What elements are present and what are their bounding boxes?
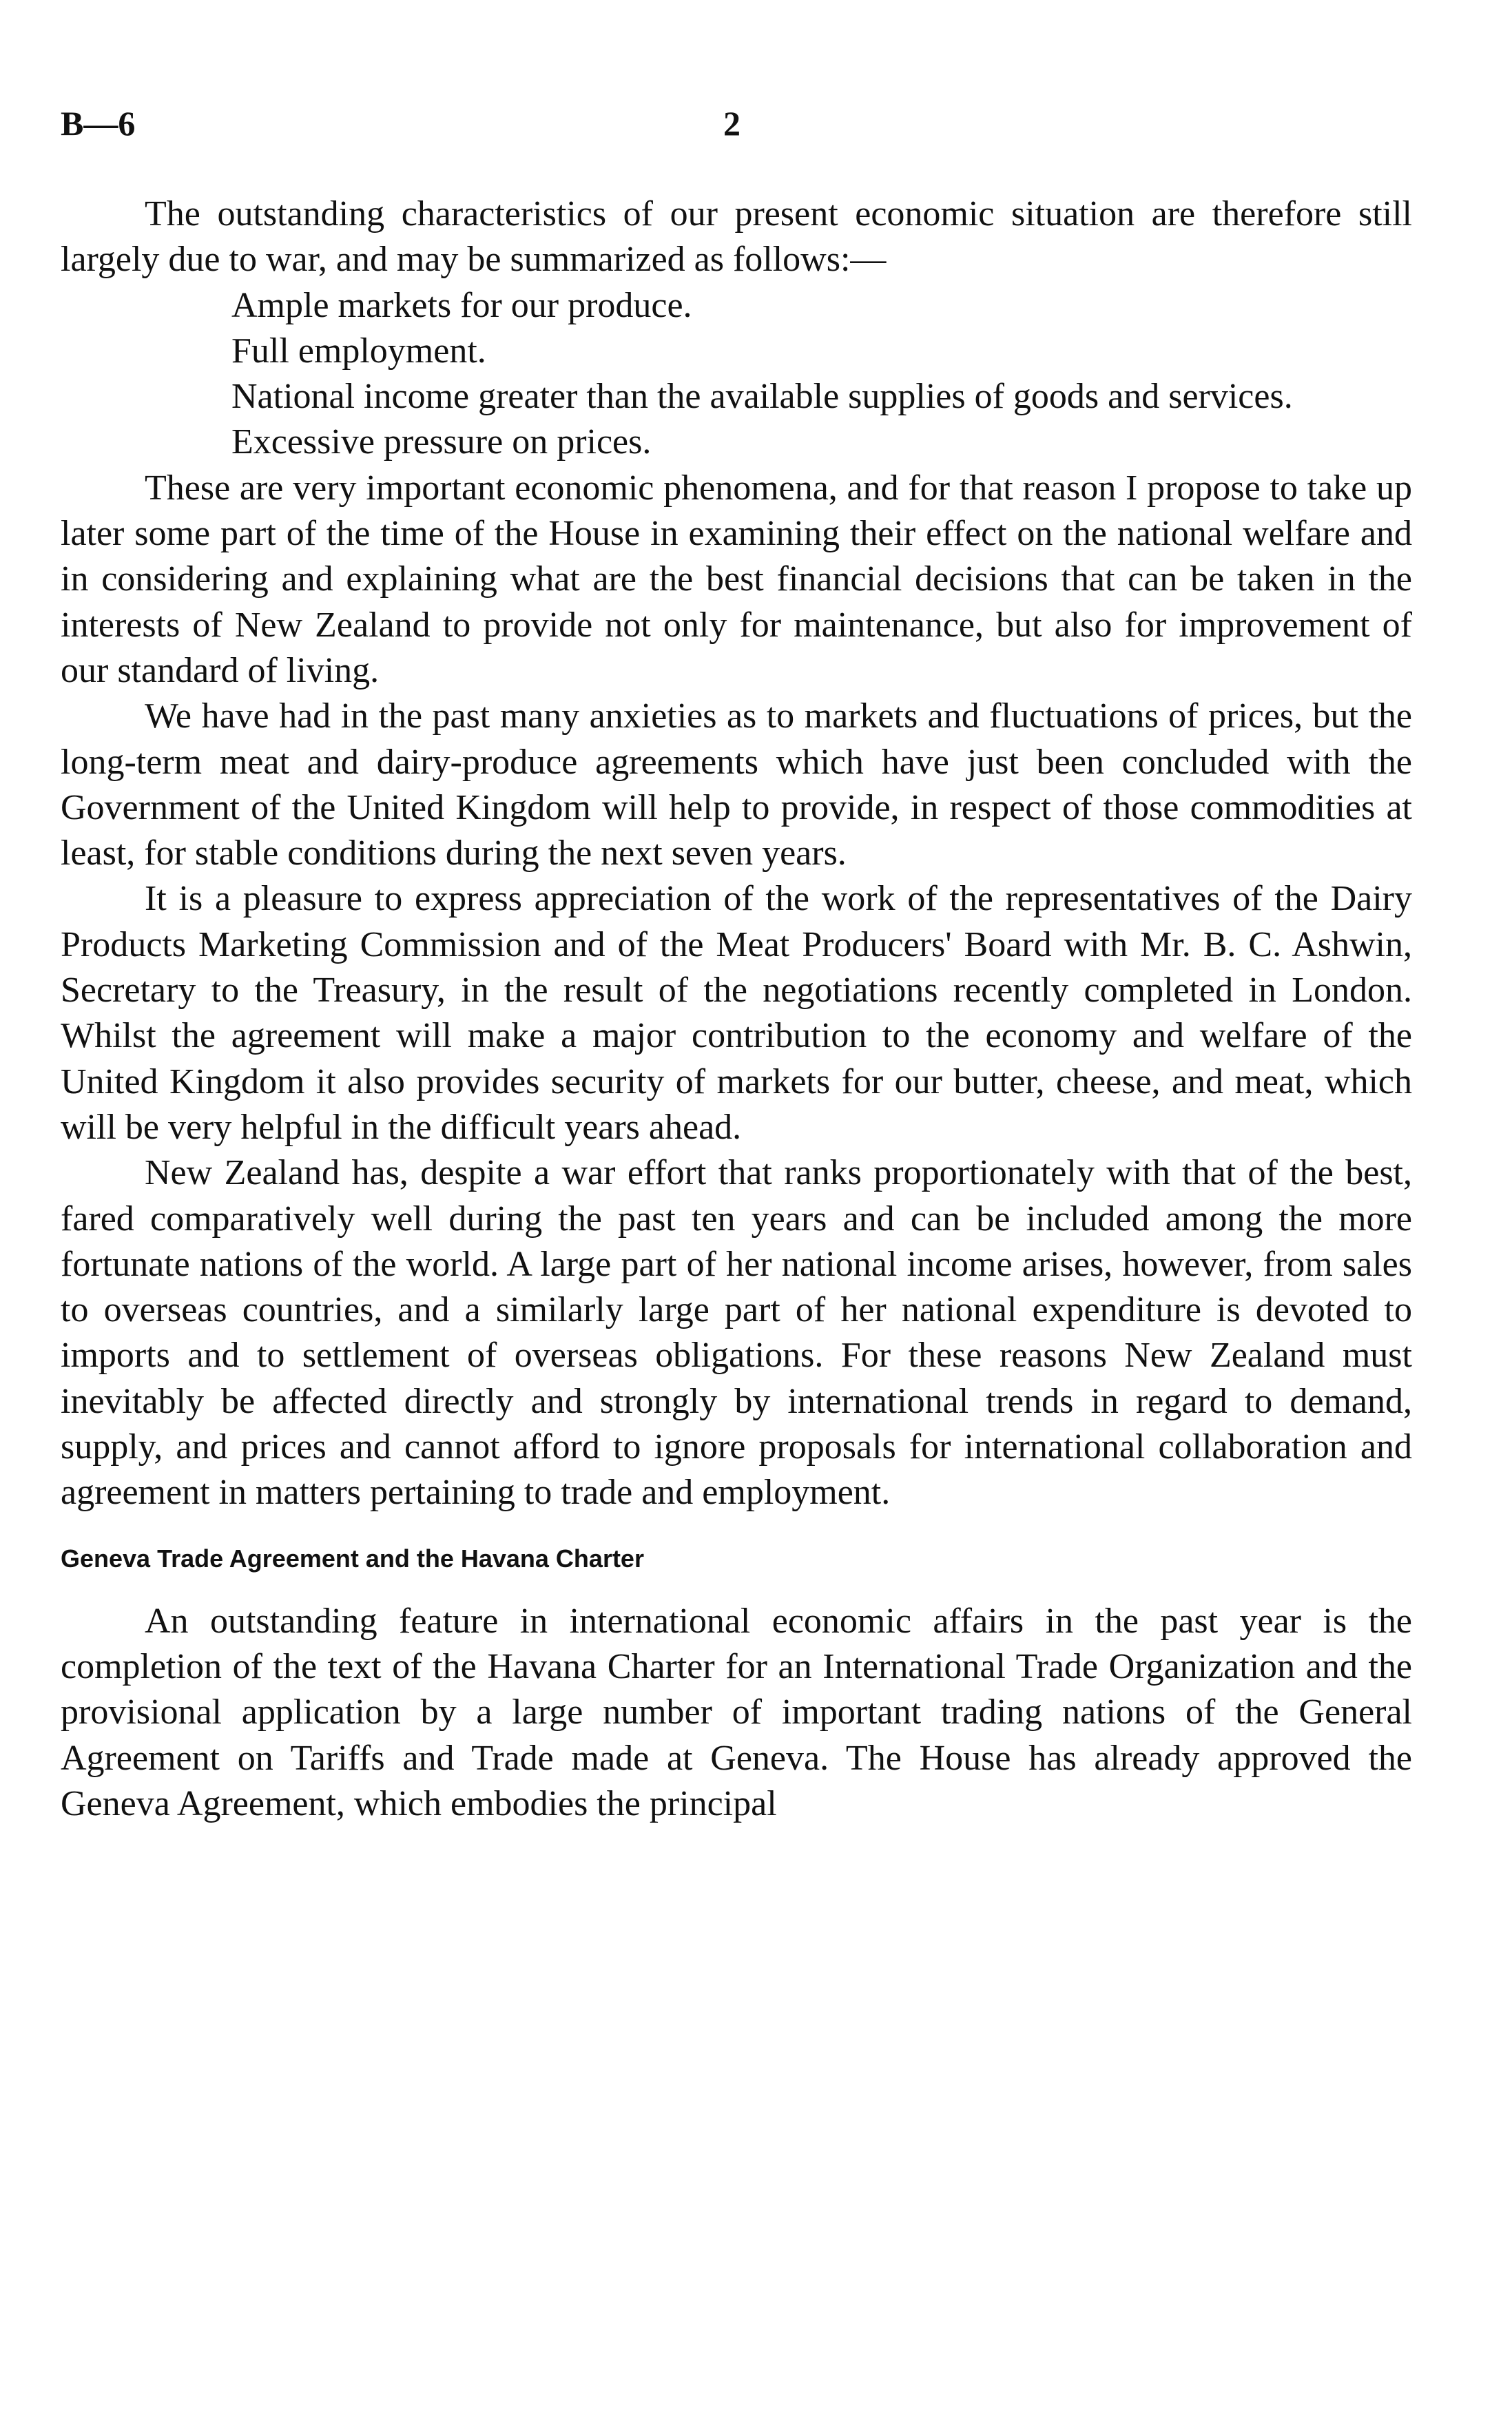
page-header	[61, 103, 1466, 152]
paragraph: We have had in the past many anxieties as to markets and fluctuations of prices, but the long-term meat and dairy-produce agreements which have just been concluded with the Government of the United Kingdom will help to provide, in respect of those commodities at least, for stable conditions during the next seven years.	[61, 696, 1412, 873]
list-item: Excessive pressure on prices.	[231, 422, 652, 462]
summary-list	[61, 283, 1412, 466]
page-number: 2	[723, 104, 741, 143]
body-text	[61, 191, 1412, 1827]
paragraph: The outstanding characteristics of our present economic situation are therefore still largely due to war, and may be summarized as follows:—	[61, 194, 1412, 280]
paragraph: These are very important economic phenomena, and for that reason I propose to take up later some part of the time of the House in examining their effect on the national welfare and in considering and explaining what are the best financial decisions that can be taken in the interests of New Zealand to provide not only for maintenance, but also for improvement of our standard of living.	[61, 468, 1412, 690]
section-heading: Geneva Trade Agreement and the Havana Charter	[61, 1544, 644, 1573]
paragraph: New Zealand has, despite a war effort that ranks proportionately with that of the best, fared comparatively well during the past ten years and can be included among the more fortunate nations of the world. A large part of her national income arises, however, from sales to overseas countries, and a similarly large part of her national expenditure is devoted to imports and to settlement of overseas obligations. For these reasons New Zealand must inevitably be affected directly and strongly by international trends in regard to demand, supply, and prices and cannot afford to ignore proposals for international collaboration and agreement in matters pertaining to trade and employment.	[61, 1153, 1412, 1513]
list-item: Ample markets for our produce.	[231, 285, 692, 325]
list-item: National income greater than the available supplies of goods and services.	[231, 377, 1293, 417]
document-reference: B—6	[61, 104, 136, 143]
paragraph: It is a pleasure to express appreciation of the work of the representatives of the Dairy Products Marketing Commission and of the Meat Producers' Board with Mr. B. C. Ashwin, Secretary to the Treasury, in the result of the negotiations recently completed in London. Whilst the agreement will make a major contribution to the economy and welfare of the United Kingdom it also provides security of markets for our butter, cheese, and meat, which will be very helpful in the difficult years ahead.	[61, 879, 1412, 1147]
paragraph: An outstanding feature in international economic affairs in the past year is the completion of the text of the Havana Charter for an International Trade Organization and the provisional application by a large number of important trading nations of the General Agreement on Tariffs and Trade made at Geneva. The House has already approved the Geneva Agreement, which embodies the principal	[61, 1601, 1412, 1823]
list-item: Full employment.	[231, 331, 486, 371]
